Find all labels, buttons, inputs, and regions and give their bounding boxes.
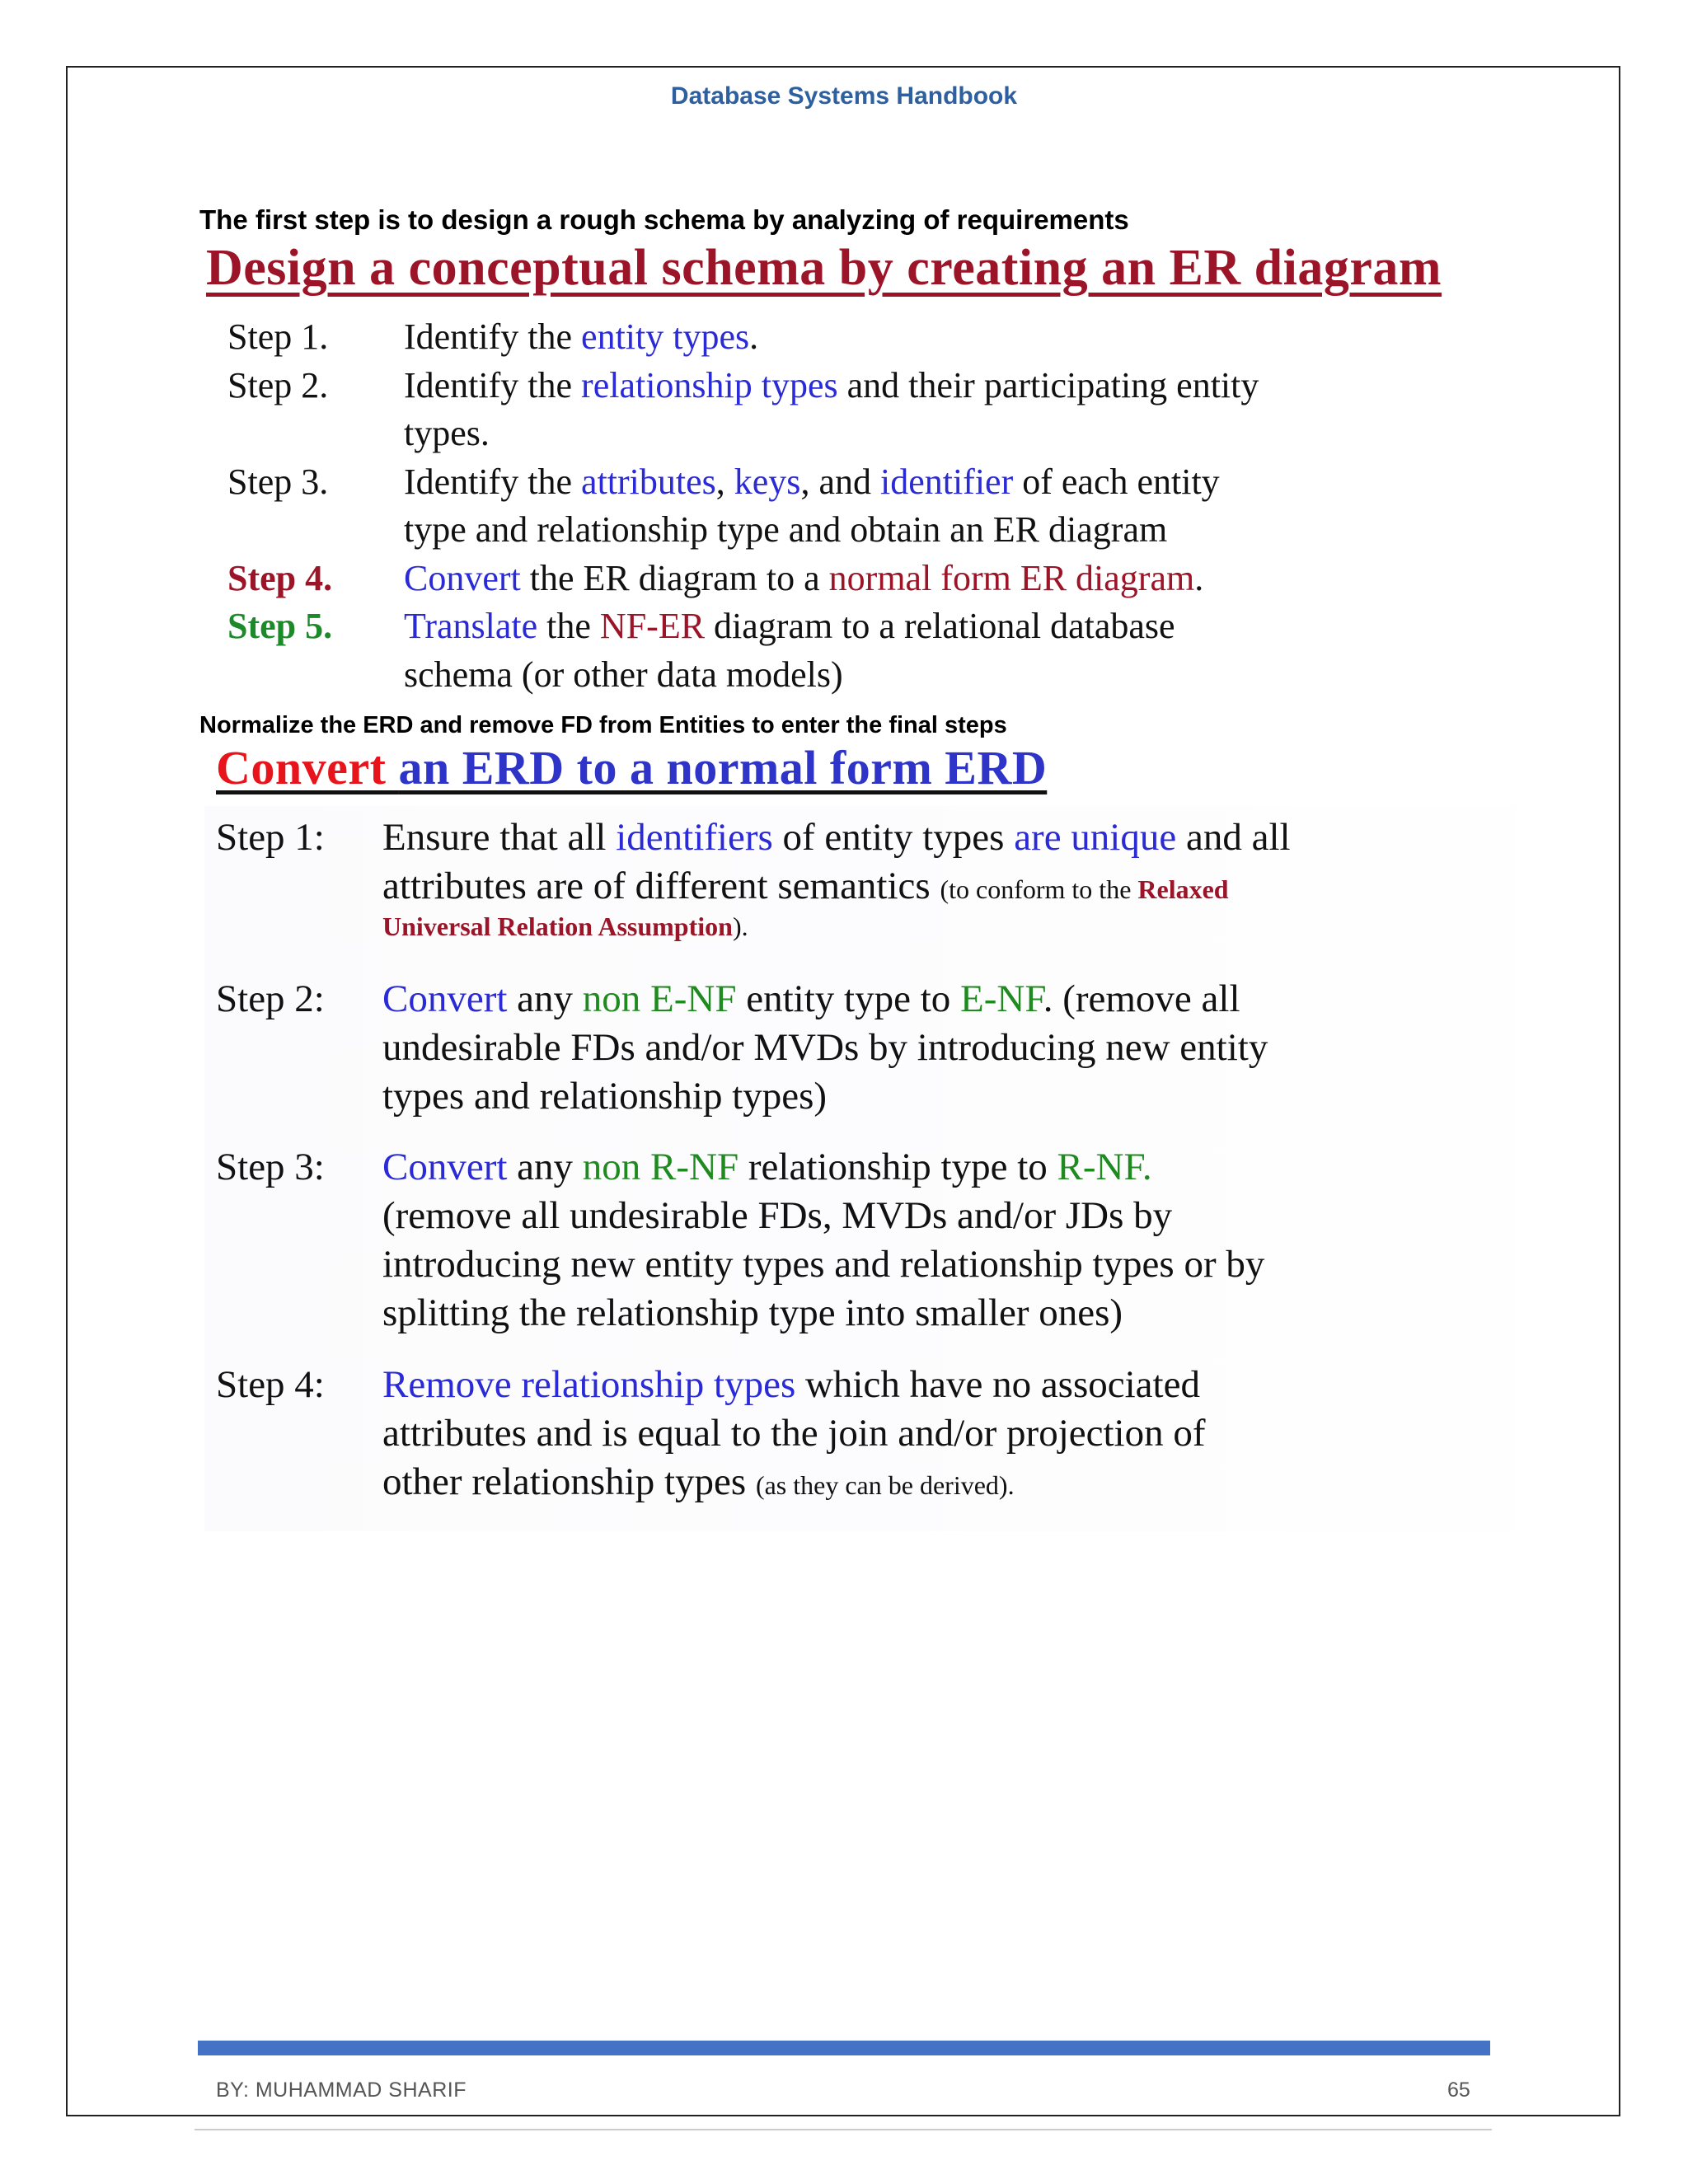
step-text-cont: introducing new entity types and relationship types or by xyxy=(382,1243,1265,1286)
step-text-cont: attributes and is equal to the join and/or projection of xyxy=(382,1412,1206,1455)
footer-bar xyxy=(198,2041,1490,2055)
step-text-cont: Universal Relation Assumption). xyxy=(382,912,748,941)
step-text-cont: type and relationship type and obtain an ER diagram xyxy=(404,509,1168,550)
step-text: Convert the ER diagram to a normal form ER diagram. xyxy=(404,557,1204,598)
step-label: Step 3. xyxy=(227,461,329,502)
step-text: Identify the attributes, keys, and identifier of each entity xyxy=(404,461,1220,502)
step-text: Identify the entity types. xyxy=(404,316,759,357)
section2-title: Convert an ERD to a normal form ERD xyxy=(216,741,1048,794)
step-label: Step 1. xyxy=(227,316,329,357)
step-text: Convert any non R-NF relationship type to R-NF. xyxy=(382,1146,1152,1188)
step-text-cont: other relationship types (as they can be derived). xyxy=(382,1460,1015,1503)
step-text-cont: splitting the relationship type into smaller ones) xyxy=(382,1291,1123,1334)
running-header: Database Systems Handbook xyxy=(670,82,1018,110)
step-text-cont: types. xyxy=(404,413,490,453)
step-text-cont: (remove all undesirable FDs, MVDs and/or JDs by xyxy=(382,1194,1173,1237)
step-label: Step 3: xyxy=(216,1146,325,1188)
step-label: Step 2: xyxy=(216,977,325,1020)
step-text-cont: undesirable FDs and/or MVDs by introducing new entity xyxy=(382,1026,1268,1069)
middle-note: Normalize the ERD and remove FD from Entities to enter the final steps xyxy=(199,712,1007,738)
intro-note: The first step is to design a rough schema by analyzing of requirements xyxy=(199,204,1129,235)
step-text-cont: schema (or other data models) xyxy=(404,654,843,695)
step-text: Ensure that all identifiers of entity types are unique and all xyxy=(382,816,1291,859)
step-text: Convert any non E-NF entity type to E-NF. (remove all xyxy=(382,977,1240,1020)
step-label: Step 5. xyxy=(227,606,333,646)
step-text-cont: types and relationship types) xyxy=(382,1075,828,1118)
step-text: Remove relationship types which have no associated xyxy=(382,1363,1200,1406)
page-number: 65 xyxy=(1447,2079,1470,2102)
section1-title: Design a conceptual schema by creating an ER diagram xyxy=(206,240,1442,296)
step-label: Step 2. xyxy=(227,364,329,405)
step-label: Step 1: xyxy=(216,816,325,859)
step-label: Step 4. xyxy=(227,557,333,598)
step-text: Translate the NF-ER diagram to a relational database xyxy=(404,606,1175,646)
step-label: Step 4: xyxy=(216,1363,325,1406)
step-text-cont: attributes are of different semantics (to conform to the Relaxed xyxy=(382,865,1229,907)
step-text: Identify the relationship types and their participating entity xyxy=(404,364,1259,405)
footer-divider xyxy=(195,2129,1492,2130)
footer-author: BY: MUHAMMAD SHARIF xyxy=(216,2079,467,2102)
